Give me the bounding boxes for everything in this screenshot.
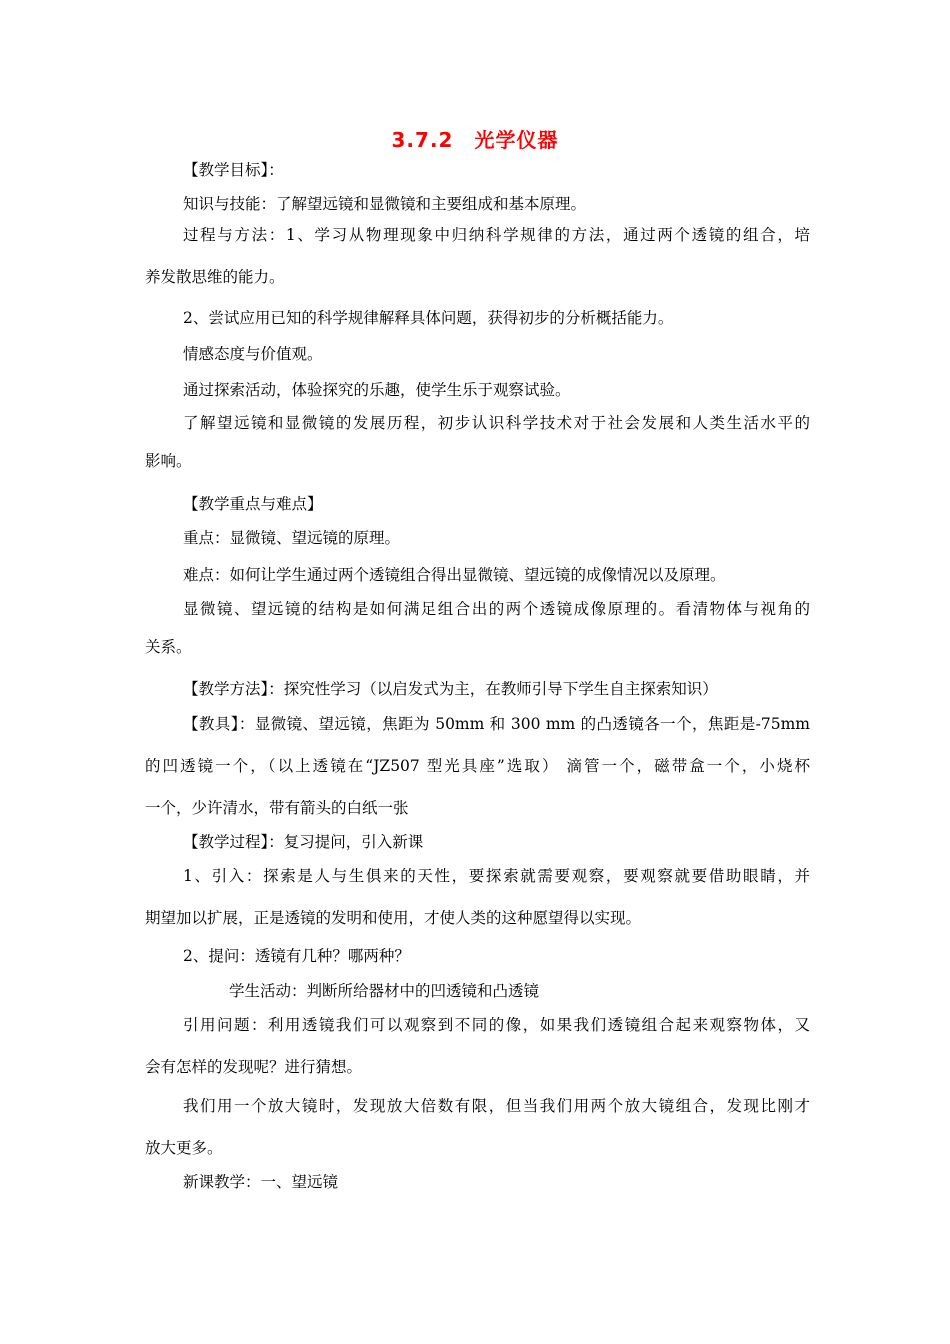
paragraph-line: 养发散思维的能力。 [145, 268, 285, 286]
paragraph-line: 关系。 [145, 638, 192, 656]
teaching-tools-paragraph [145, 705, 810, 827]
paragraph-line: 过程与方法：1、学习从物理现象中归纳科学规律的方法，通过两个透镜的组合，培 [183, 226, 810, 244]
magnifier-paragraph [145, 1087, 810, 1167]
student-activity-paragraph: 学生活动：判断所给器材中的凹透镜和凸透镜 [229, 982, 540, 1000]
paragraph-line: 期望加以扩展，正是透镜的发明和使用，才使人类的这种愿望得以实现。 [145, 909, 642, 927]
guiding-question-paragraph [145, 1006, 810, 1086]
paragraph-line: 一个，少许清水，带有箭头的白纸一张 [145, 799, 409, 817]
new-lesson-paragraph: 新课教学：一、望远镜 [183, 1173, 339, 1191]
knowledge-skills-paragraph: 知识与技能：了解望远镜和显微镜和主要组成和基本原理。 [183, 195, 587, 213]
teaching-goals-heading: 【教学目标】： [183, 161, 284, 179]
emotion-attitude-paragraph: 情感态度与价值观。 [183, 345, 323, 363]
paragraph-line: 【教具】：显微镜、望远镜，焦距为 50mm 和 300 mm 的凸透镜各一个，焦距是-75mm [183, 715, 810, 733]
document-title: 3.7.2 光学仪器 [391, 128, 559, 152]
teaching-method-paragraph: 【教学方法】：探究性学习（以启发式为主，在教师引导下学生自主探索知识） [183, 680, 718, 698]
paragraph-line: 的凹透镜一个，（以上透镜在“JZ507 型光具座”选取） 滴管一个，磁带盒一个，小烧杯 [145, 757, 810, 775]
introduction-paragraph [145, 857, 810, 937]
paragraph-line: 引用问题：利用透镜我们可以观察到不同的像，如果我们透镜组合起来观察物体，又 [183, 1016, 810, 1034]
paragraph-line: 显微镜、望远镜的结构是如何满足组合出的两个透镜成像原理的。看清物体与视角的 [183, 600, 810, 618]
process-method-paragraph [145, 216, 810, 296]
paragraph-line: 影响。 [145, 452, 192, 470]
paragraph-line: 我们用一个放大镜时，发现放大倍数有限，但当我们用两个放大镜组合，发现比刚才 [183, 1097, 810, 1115]
paragraph-line: 1、引入：探索是人与生俱来的天性，要探索就需要观察，要观察就要借助眼睛，并 [183, 867, 810, 885]
structure-paragraph [145, 590, 810, 666]
attempt-paragraph: 2、尝试应用已知的科学规律解释具体问题，获得初步的分析概括能力。 [183, 309, 674, 327]
history-paragraph [145, 404, 810, 480]
teaching-process-heading: 【教学过程】：复习提问，引入新课 [183, 833, 424, 851]
paragraph-line: 了解望远镜和显微镜的发展历程，初步认识科学技术对于社会发展和人类生活水平的 [183, 414, 810, 432]
paragraph-line: 放大更多。 [145, 1139, 223, 1157]
difficult-point-paragraph: 难点：如何让学生通过两个透镜组合得出显微镜、望远镜的成像情况以及原理。 [183, 566, 726, 584]
question-paragraph: 2、提问：透镜有几种？哪两种？ [183, 947, 410, 965]
paragraph-line: 会有怎样的发现呢？进行猜想。 [145, 1058, 363, 1076]
exploration-paragraph: 通过探索活动，体验探究的乐趣，使学生乐于观察试验。 [183, 381, 571, 399]
key-difficult-heading: 【教学重点与难点】 [183, 495, 323, 513]
key-point-paragraph: 重点：显微镜、望远镜的原理。 [183, 529, 401, 547]
